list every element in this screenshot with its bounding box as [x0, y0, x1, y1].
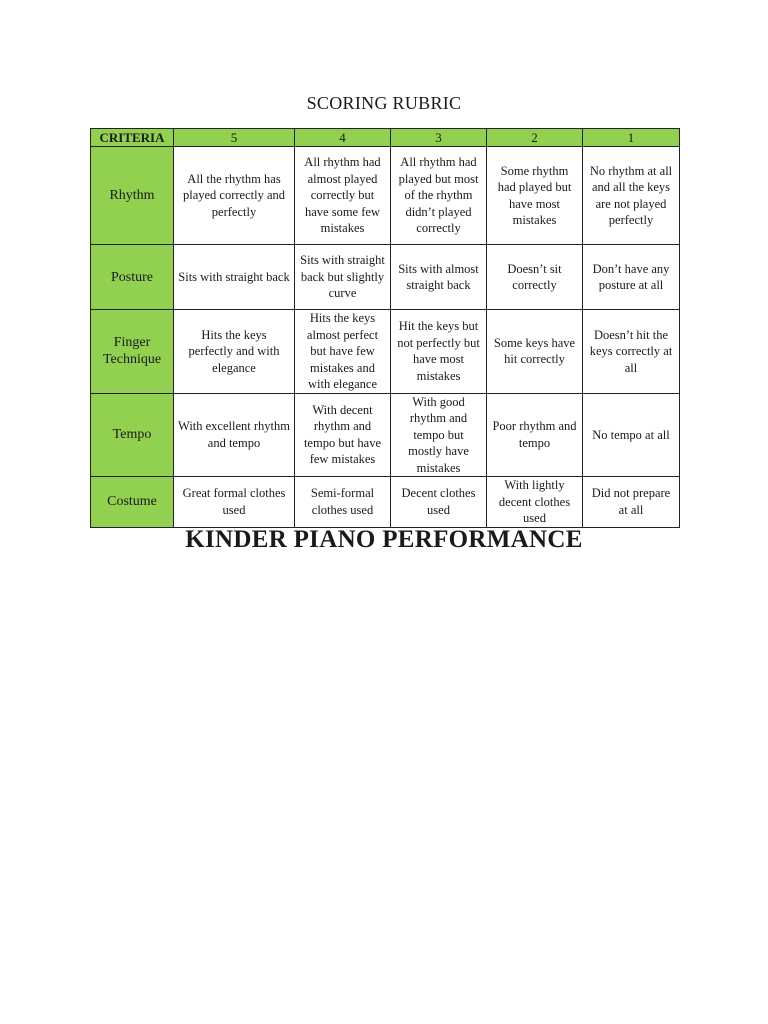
table-cell: All rhythm had played but most of the rhythm didn’t played correctly — [391, 147, 487, 245]
table-row-rhythm — [91, 147, 680, 245]
table-cell: Doesn’t hit the keys correctly at all — [583, 310, 680, 394]
criterion-cell: Finger Technique — [91, 310, 174, 394]
criterion-cell: Posture — [91, 245, 174, 310]
column-header-score-4: 4 — [295, 129, 391, 147]
scoring-rubric-table — [90, 128, 680, 528]
table-cell: Hits the keys perfectly and with elegance — [174, 310, 295, 394]
table-cell: With decent rhythm and tempo but have few mistakes — [295, 393, 391, 477]
table-row-finger-technique — [91, 310, 680, 394]
table-cell: Don’t have any posture at all — [583, 245, 680, 310]
table-row-tempo — [91, 393, 680, 477]
table-cell: Some rhythm had played but have most mistakes — [487, 147, 583, 245]
table-cell: No rhythm at all and all the keys are not played perfectly — [583, 147, 680, 245]
table-cell: Great formal clothes used — [174, 477, 295, 528]
table-cell: All the rhythm has played correctly and perfectly — [174, 147, 295, 245]
table-cell: Semi-formal clothes used — [295, 477, 391, 528]
table-cell: Doesn’t sit correctly — [487, 245, 583, 310]
table-header-row — [91, 129, 680, 147]
table-cell: All rhythm had almost played correctly but have some few mistakes — [295, 147, 391, 245]
document-title: SCORING RUBRIC — [306, 93, 462, 113]
criterion-cell: Rhythm — [91, 147, 174, 245]
column-header-criteria: CRITERIA — [91, 129, 174, 147]
table-cell: Hit the keys but not perfectly but have most mistakes — [391, 310, 487, 394]
table-cell: No tempo at all — [583, 393, 680, 477]
table-cell: With excellent rhythm and tempo — [174, 393, 295, 477]
table-cell: Sits with almost straight back — [391, 245, 487, 310]
table-cell: Sits with straight back — [174, 245, 295, 310]
table-cell: Hits the keys almost perfect but have few mistakes and with elegance — [295, 310, 391, 394]
table-cell: Sits with straight back but slightly curve — [295, 245, 391, 310]
table-cell: With lightly decent clothes used — [487, 477, 583, 528]
table-cell: Decent clothes used — [391, 477, 487, 528]
table-cell: Some keys have hit correctly — [487, 310, 583, 394]
column-header-score-5: 5 — [174, 129, 295, 147]
column-header-score-1: 1 — [583, 129, 680, 147]
table-cell: Did not prepare at all — [583, 477, 680, 528]
table-row-costume — [91, 477, 680, 528]
criterion-cell: Tempo — [91, 393, 174, 477]
table-cell: Poor rhythm and tempo — [487, 393, 583, 477]
column-header-score-2: 2 — [487, 129, 583, 147]
table-row-posture — [91, 245, 680, 310]
performance-title: KINDER PIANO PERFORMANCE — [185, 526, 583, 553]
table-cell: With good rhythm and tempo but mostly have mistakes — [391, 393, 487, 477]
criterion-cell: Costume — [91, 477, 174, 528]
column-header-score-3: 3 — [391, 129, 487, 147]
